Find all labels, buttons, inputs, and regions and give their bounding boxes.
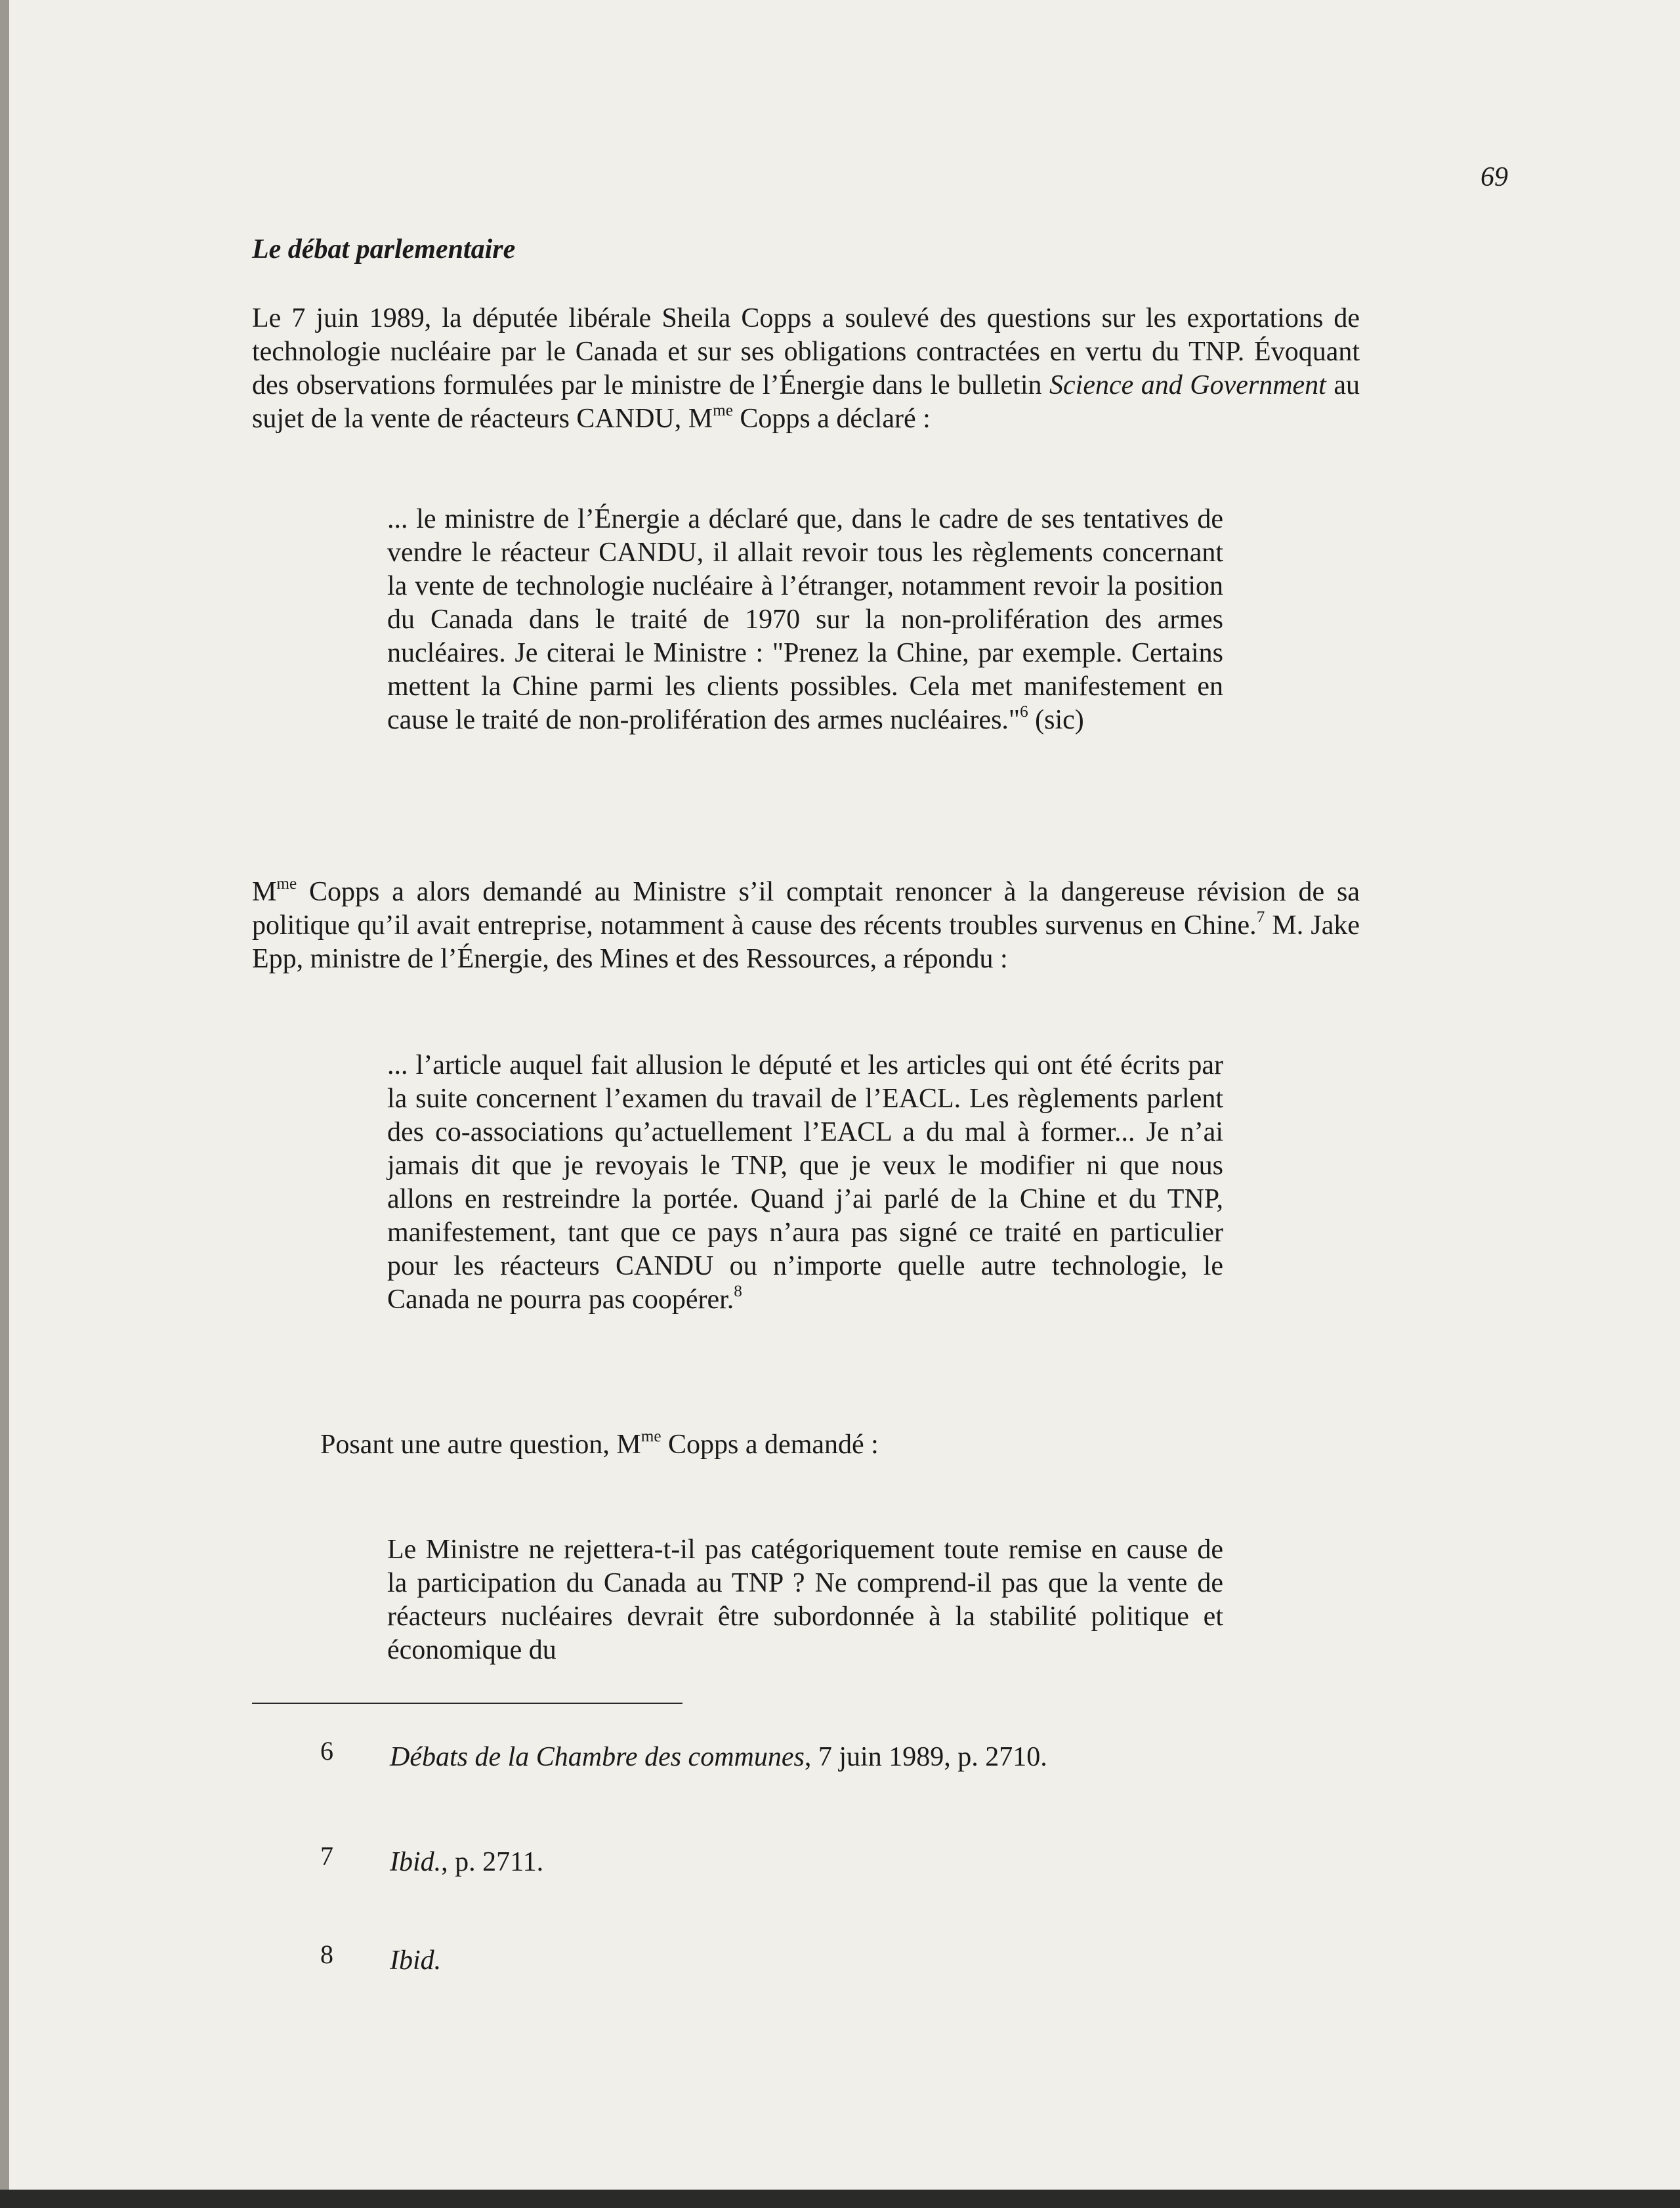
footnote-text bbox=[390, 1741, 1047, 1774]
paragraph-text: Posant une autre question, M bbox=[320, 1430, 641, 1460]
footnote-number: 6 bbox=[320, 1736, 333, 1766]
block-quote-copps bbox=[387, 503, 1223, 737]
footnote-number: 8 bbox=[320, 1940, 333, 1969]
page-number: 69 bbox=[1480, 162, 1508, 192]
block-quote-copps-second bbox=[387, 1533, 1223, 1667]
superscript-me: me bbox=[640, 1428, 662, 1446]
block-quote-epp bbox=[387, 1049, 1223, 1317]
footnote-ref-6: 6 bbox=[1020, 703, 1028, 721]
superscript-me: me bbox=[713, 402, 733, 420]
quote-text: ... l’article auquel fait allusion le député et les articles qui ont été écrits par la suite concernent l’examen du travail de l’EACL. Les règlements parlent des co-associations qu’actuellement l’EACL a du mal à former... Je n’ai jamais dit que je revoyais le TNP, que je veux le modifier ni que nous allons en restreindre la portée. Quand j’ai parlé de la Chine et du TNP, manifestement, tant que ce pays n’aura pas signé ce traité en particulier pour les réacteurs CANDU ou n’importe quelle autre technologie, le Canada ne pourra pas coopérer. bbox=[387, 1050, 1223, 1315]
footnote-text bbox=[390, 1944, 441, 1978]
paragraph-text: au sujet de la vente de réacteurs CANDU, M bbox=[252, 370, 1360, 434]
paragraph-question bbox=[252, 876, 1360, 976]
paragraph-followup bbox=[320, 1428, 1357, 1462]
paragraph-text: Copps a demandé : bbox=[661, 1430, 879, 1460]
footnote-ref-8: 8 bbox=[734, 1283, 742, 1301]
page-left-edge bbox=[0, 0, 9, 2190]
footnote-separator bbox=[252, 1703, 682, 1704]
footnote-number: 7 bbox=[320, 1841, 333, 1871]
quote-text: Le Ministre ne rejettera-t-il pas catégoriquement toute remise en cause de la participation du Canada au TNP ? Ne comprend-il pas que la vente de réacteurs nucléaires devrait être subordonnée à la stabilité politique et économique du bbox=[387, 1535, 1223, 1665]
quote-text: (sic) bbox=[1028, 705, 1084, 735]
paragraph-text: Copps a alors demandé au Ministre s’il comptait renoncer à la dangereuse révision de sa politique qu’il avait entreprise, notamment à cause des récents troubles survenus en Chine. bbox=[252, 877, 1360, 941]
footnote-citation: , 7 juin 1989, p. 2710. bbox=[804, 1742, 1047, 1772]
paragraph-text: Copps a déclaré : bbox=[732, 404, 931, 434]
page-bottom-edge bbox=[0, 2190, 1680, 2208]
quote-text: ... le ministre de l’Énergie a déclaré que, dans le cadre de ses tentatives de vendre le réacteur CANDU, il allait revoir tous les règlements concernant la vente de technologie nucléaire à l’étranger, notamment revoir la position du Canada dans le traité de 1970 sur la non-prolifération des armes nucléaires. Je citerai le Ministre : "Prenez la Chine, par exemple. Certains mettent la Chine parmi les clients possibles. Cela met manifestement en cause le traité de non-prolifération des armes nucléaires." bbox=[387, 504, 1223, 735]
footnote-source-title: Débats de la Chambre des communes bbox=[390, 1742, 805, 1772]
paragraph-text: M bbox=[252, 877, 277, 907]
superscript-me: me bbox=[276, 875, 297, 893]
footnote-ref-7: 7 bbox=[1256, 908, 1265, 927]
footnote-text bbox=[390, 1846, 543, 1879]
paragraph-intro bbox=[252, 302, 1360, 436]
paragraph-text: M. Jake Epp, ministre de l’Énergie, des Mines et des Ressources, a répondu : bbox=[252, 910, 1360, 974]
paragraph-text: Le 7 juin 1989, la députée libérale Sheila Copps a soulevé des questions sur les exportations de technologie nucléaire par le Canada et sur ses obligations contractées en vertu du TNP. Évoquant des observations formulées par le ministre de l’Énergie dans le bulletin bbox=[252, 303, 1360, 400]
footnote-citation: , p. 2711. bbox=[441, 1847, 544, 1877]
footnote-source-title: Ibid. bbox=[390, 1847, 442, 1877]
footnote-source-title: Ibid. bbox=[390, 1945, 442, 1976]
section-title: Le débat parlementaire bbox=[252, 234, 516, 265]
bulletin-title: Science and Government bbox=[1049, 370, 1326, 400]
